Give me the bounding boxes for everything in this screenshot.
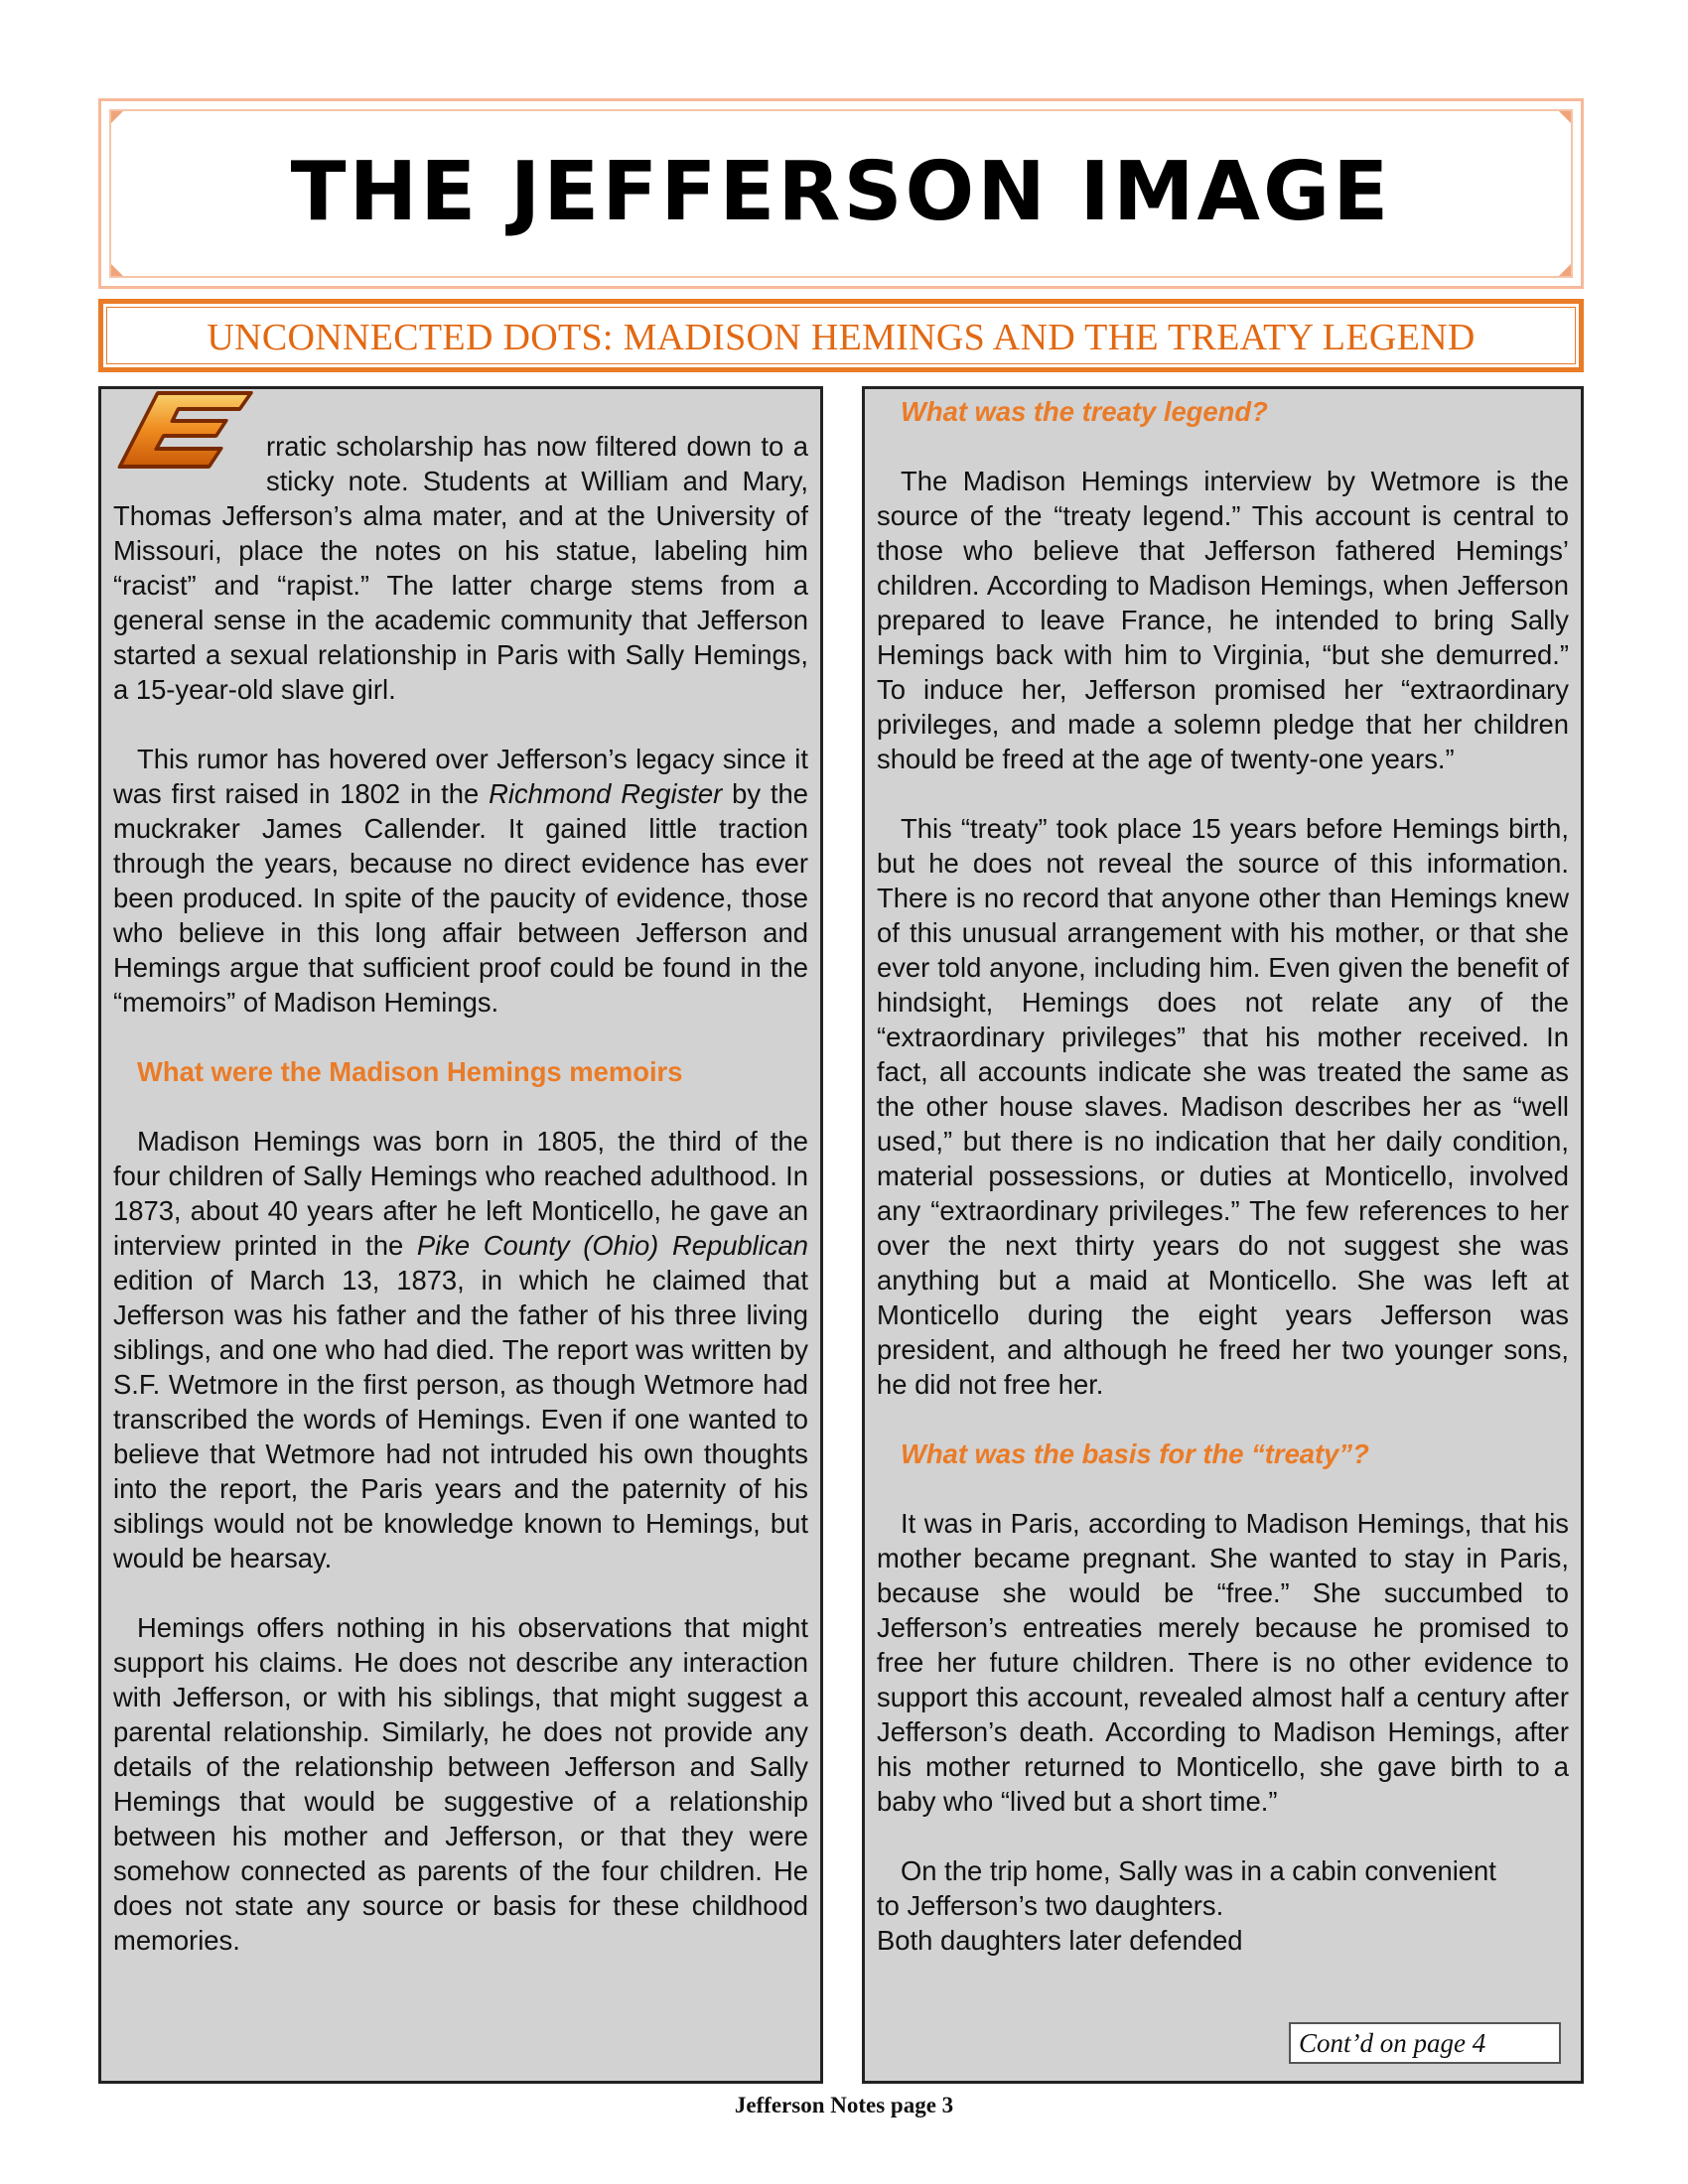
right-column-body (877, 394, 1569, 1958)
corner-ornament-icon (111, 264, 123, 276)
closing-line: Both daughters later defended (877, 1925, 1243, 1956)
section-heading: What was the treaty legend? (901, 396, 1268, 427)
paragraph: It was in Paris, according to Madison Hemings, that his mother became pregnant. She wanted to stay in Paris, because she would be “free.” She succumbed to Jefferson’s entreaties merely because he promised to free her future children. There is no other evidence to support this account, revealed almost half a century after Jefferson’s death. According to Madison Hemings, after his mother returned to Monticello, she gave birth to a baby who “lived but a short time.” (877, 1508, 1569, 1817)
right-column (862, 386, 1584, 2084)
section-heading: What were the Madison Hemings memoirs (137, 1056, 683, 1087)
corner-ornament-icon (1559, 264, 1571, 276)
publication-title: Richmond Register (489, 778, 723, 809)
paragraph: This “treaty” took place 15 years before Hemings birth, but he does not reveal the source of this information. There is no record that anyone other than Hemings knew of this unusual arrangement with his mother, or that she ever told anyone, including him. Even given the benefit of hindsight, Hemings does not relate any of the “extraordinary privileges” that his mother received. In fact, all accounts indicate she was treated the same as the other house slaves. Madison describes her as “well used,” but there is no indication that her daily condition, material possessions, or duties at Monticello, involved any “extraordinary privileges.” The few references to her over the next thirty years do not suggest she was anything but a maid at Monticello. She was left at Monticello during the eight years Jefferson was president, and although he freed her two younger sons, he did not free her. (877, 813, 1569, 1400)
page-footer: Jefferson Notes page 3 (734, 2093, 954, 2117)
corner-ornament-icon (1559, 111, 1571, 123)
paragraph: The Madison Hemings interview by Wetmore is the source of the “treaty legend.” This account is central to those who believe that Jefferson fathered Hemings’ children. According to Madison Hemings, when Jefferson prepared to leave France, he intended to bring Sally Hemings back with him to Virginia, “but she demurred.” To induce her, Jefferson promised her “extraordinary privileges, and made a solemn pledge that her children should be freed at the age of twenty-one years.” (877, 466, 1569, 774)
corner-ornament-icon (111, 111, 123, 123)
paragraph-text: edition of March 13, 1873, in which he claimed that Jefferson was his father and the father of his three living siblings, and one who had died. The report was written by S.F. Wetmore in the first person, as though Wetmore had transcribed the words of Hemings. Even if one wanted to believe that Wetmore had not intruded his own thoughts into the report, the Paris years and the paternity of his siblings would not be knowledge known to Hemings, but would be hearsay. (113, 1265, 808, 1573)
masthead (98, 98, 1584, 289)
paragraph-text: This rumor has hovered over Jefferson’s legacy since it was first raised in 1802 in the (113, 744, 808, 809)
article-headline: UNCONNECTED DOTS: MADISON HEMINGS AND THE TREATY LEGEND (207, 317, 1476, 358)
drop-cap-e-icon (113, 389, 260, 471)
headline-banner (98, 299, 1584, 372)
paragraph (113, 1124, 808, 1575)
intro-paragraph-text: rratic scholarship has now filtered down to a sticky note. Students at William and Mary, Thomas Jefferson’s alma mater, and at the University of Missouri, place the notes on his statue, labeling him “racist” and “rapist.” The latter charge stems from a general sense in the academic community that Jefferson started a sexual relationship in Paris with Sally Hemings, a 15-year-old slave girl. (113, 431, 808, 705)
paragraph (113, 742, 808, 1020)
closing-line: On the trip home, Sally was in a cabin convenient (901, 1855, 1496, 1886)
paragraph-text: Madison Hemings was born in 1805, the third of the four children of Sally Hemings who reached adulthood. In 1873, about 40 years after he left Monticello, he gave an interview printed in the (113, 1126, 808, 1261)
intro-paragraph (113, 429, 808, 707)
paragraph: Hemings offers nothing in his observations that might support his claims. He does not describe any interaction with Jefferson, or with his siblings, that might suggest a parental relationship. Similarly, he does not provide any details of the relationship between Jefferson and Sally Hemings that would be suggestive of a relationship between his mother and Jefferson, or that they were somehow connected as parents of the four children. He does not state any source or basis for these childhood memories. (113, 1612, 808, 1956)
continued-on-page-link[interactable]: Cont’d on page 4 (1289, 2022, 1561, 2064)
closing-line: to Jefferson’s two daughters. (877, 1890, 1224, 1921)
section-heading: What was the basis for the “treaty”? (901, 1438, 1369, 1469)
masthead-title: THE JEFFERSON IMAGE (290, 145, 1392, 239)
left-column (98, 386, 823, 2084)
left-column-body (113, 429, 808, 1992)
paragraph-text: by the muckraker James Callender. It gained little traction through the years, because no direct evidence has ever been produced. In spite of the paucity of evidence, those who believe in this long affair between Jefferson and Hemings argue that sufficient proof could be found in the “memoirs” of Madison Hemings. (113, 778, 808, 1018)
closing-paragraph (877, 1853, 1569, 1958)
publication-title: Pike County (Ohio) Republican (416, 1230, 808, 1261)
